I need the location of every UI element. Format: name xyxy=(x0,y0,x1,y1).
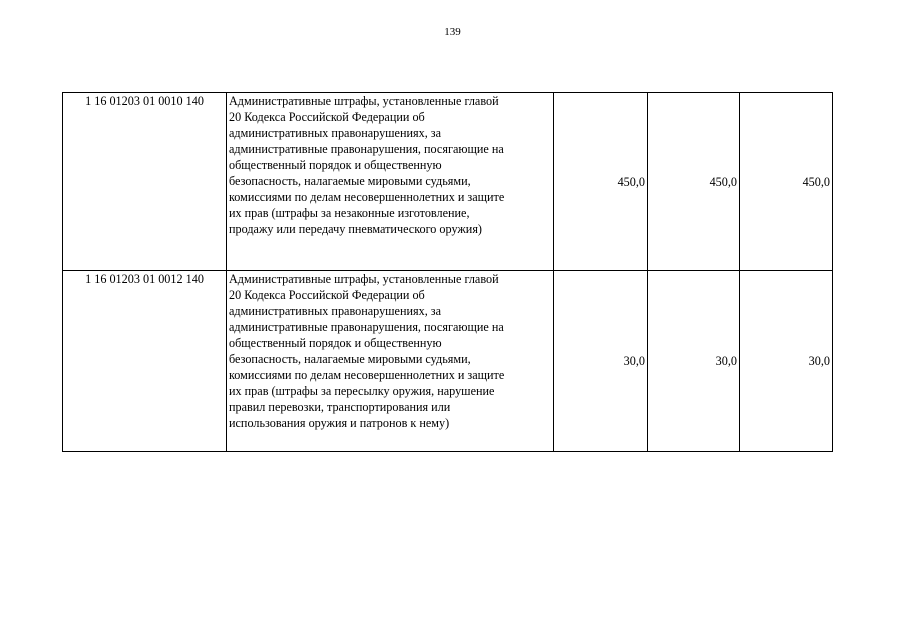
description-line: безопасность, налагаемые мировыми судьями, xyxy=(229,352,471,366)
description-line: их прав (штрафы за пересылку оружия, нарушение xyxy=(229,384,495,398)
description-line: использования оружия и патронов к нему) xyxy=(229,416,450,430)
budget-table-body xyxy=(63,93,833,452)
description-line: 20 Кодекса Российской Федерации об xyxy=(229,110,425,124)
description-line: административные правонарушения, посягающие на xyxy=(229,320,504,334)
description-line: общественный порядок и общественную xyxy=(229,336,442,350)
description-line: правил перевозки, транспортирования или xyxy=(229,400,451,414)
description-line: безопасность, налагаемые мировыми судьями, xyxy=(229,174,471,188)
description-line: 20 Кодекса Российской Федерации об xyxy=(229,288,425,302)
value-cell-year-2: 30,0 xyxy=(648,271,740,452)
page-number: 139 xyxy=(444,26,461,38)
budget-code-cell: 1 16 01203 01 0010 140 xyxy=(63,93,227,271)
description-line: комиссиями по делам несовершеннолетних и защите xyxy=(229,190,505,204)
description-line: административных правонарушениях, за xyxy=(229,304,442,318)
description-line: комиссиями по делам несовершеннолетних и защите xyxy=(229,368,505,382)
description-line: административные правонарушения, посягающие на xyxy=(229,142,504,156)
value-cell-year-1: 450,0 xyxy=(554,93,648,271)
table-row xyxy=(63,93,833,271)
value-cell-year-3: 30,0 xyxy=(740,271,833,452)
description-line: Административные штрафы, установленные главой xyxy=(229,272,499,286)
budget-code-cell: 1 16 01203 01 0012 140 xyxy=(63,271,227,452)
description-line: продажу или передачу пневматического оружия) xyxy=(229,222,482,236)
table-row xyxy=(63,271,833,452)
description-cell xyxy=(227,271,554,452)
description-line: их прав (штрафы за незаконные изготовление, xyxy=(229,206,470,220)
value-cell-year-2: 450,0 xyxy=(648,93,740,271)
value-cell-year-1: 30,0 xyxy=(554,271,648,452)
value-cell-year-3: 450,0 xyxy=(740,93,833,271)
description-line: административных правонарушениях, за xyxy=(229,126,442,140)
description-line: Административные штрафы, установленные главой xyxy=(229,94,499,108)
budget-table xyxy=(62,92,833,452)
description-line: общественный порядок и общественную xyxy=(229,158,442,172)
description-cell xyxy=(227,93,554,271)
